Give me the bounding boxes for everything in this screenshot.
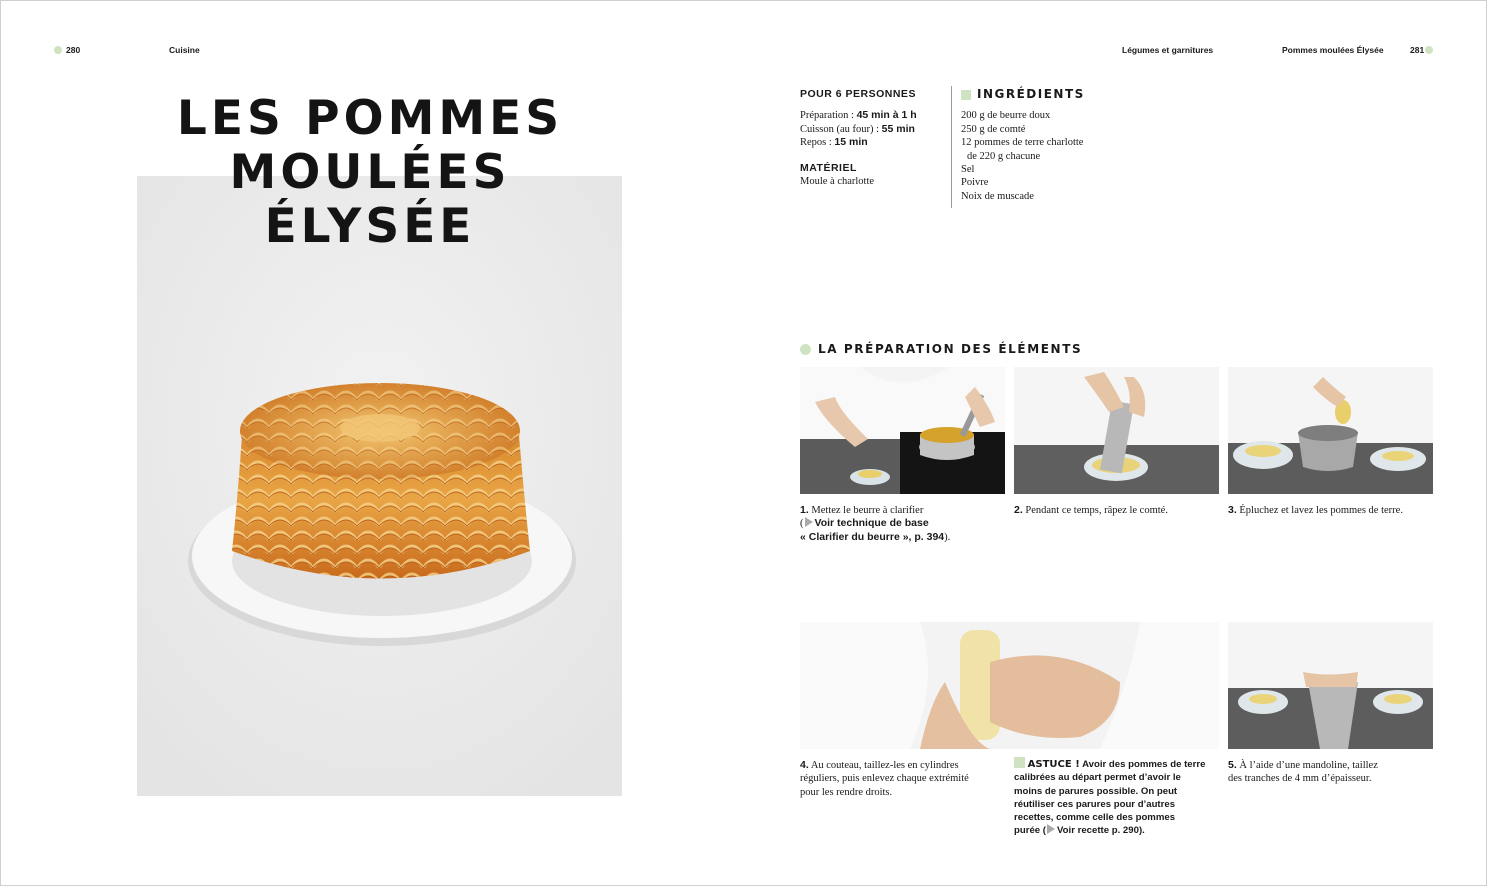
tip-text: réutiliser ces parures pour d’autres	[1014, 798, 1176, 810]
equipment-heading: MATÉRIEL	[800, 161, 857, 174]
cook-label: Cuisson (au four) :	[800, 123, 882, 135]
step-4-photo	[800, 622, 1219, 749]
equipment: Moule à charlotte	[800, 176, 875, 188]
technique-reference-link[interactable]: Voir technique de base	[814, 517, 929, 530]
step-5-photo	[1228, 622, 1433, 749]
prep-value: 45 min à 1 h	[856, 109, 917, 122]
step-2-caption	[1014, 504, 1219, 517]
title-line-1: LES POMMES	[176, 91, 564, 146]
paren: (	[800, 518, 804, 530]
right-running-head-recipe: Pommes moulées Élysée	[1282, 45, 1384, 55]
cook-value: 55 min	[881, 122, 915, 135]
ingredient-item: 200 g de beurre doux	[961, 110, 1051, 122]
ingredient-item: 12 pommes de terre charlotte	[961, 137, 1084, 149]
paren: ).	[944, 531, 951, 543]
step-1-caption	[800, 504, 1005, 544]
prep-time	[800, 109, 917, 122]
right-running-head-section: Légumes et garnitures	[1122, 45, 1214, 55]
step-number: 1.	[800, 504, 809, 516]
rest-label: Repos :	[800, 137, 835, 149]
title-line-2: MOULÉES ÉLYSÉE	[229, 145, 511, 254]
bullet-dot-icon	[800, 344, 811, 355]
page-marker-dot	[54, 46, 62, 54]
step-number: 2.	[1014, 504, 1023, 516]
step-3-caption	[1228, 504, 1438, 517]
ingredient-item: Sel	[961, 164, 975, 176]
tip-text: recettes, comme celle des pommes	[1014, 812, 1176, 824]
ingredients-title: INGRÉDIENTS	[977, 87, 1085, 101]
step-number: 3.	[1228, 504, 1237, 516]
tip-text: purée (	[1014, 825, 1046, 837]
step-5-caption	[1228, 759, 1433, 786]
main-dish-photo	[137, 176, 622, 796]
tip-text: calibrées au départ permet d’avoir le	[1014, 772, 1181, 784]
step-text: réguliers, puis enlevez chaque extrémité	[800, 773, 969, 785]
step-text: Épluchez et lavez les pommes de terre.	[1239, 505, 1403, 516]
ingredients	[961, 88, 1085, 203]
prep-label: Préparation :	[800, 110, 857, 122]
step-text: Mettez le beurre à clarifier	[811, 505, 924, 516]
ingredient-item: de 220 g chacune	[967, 150, 1041, 162]
square-bullet-icon	[961, 90, 971, 100]
step-text: À l’aide d’une mandoline, taillez	[1239, 760, 1378, 771]
arrow-right-icon	[805, 517, 813, 527]
recipe-title	[120, 92, 620, 254]
ingredients-heading	[961, 88, 1085, 101]
technique-reference-link[interactable]: « Clarifier du beurre », p. 394	[800, 530, 945, 543]
step-text: Au couteau, taillez-les en cylindres	[810, 760, 959, 771]
tip-text: ).	[1138, 825, 1145, 837]
square-bullet-icon	[1014, 757, 1025, 768]
right-page-number: 281	[1410, 45, 1425, 55]
left-page-number: 280	[66, 45, 81, 55]
divider	[951, 86, 952, 208]
step-text: pour les rendre droits.	[800, 786, 893, 798]
cook-time	[800, 123, 917, 136]
section-heading	[800, 342, 1082, 356]
step-1-photo	[800, 367, 1005, 494]
arrow-right-icon	[1047, 824, 1055, 834]
rest-value: 15 min	[834, 136, 868, 149]
step-3-photo	[1228, 367, 1433, 494]
step-number: 5.	[1228, 759, 1237, 771]
ingredient-item: Poivre	[961, 177, 989, 189]
page-marker-dot	[1425, 46, 1433, 54]
step-text: Pendant ce temps, râpez le comté.	[1025, 505, 1168, 516]
servings: POUR 6 PERSONNES	[800, 88, 916, 100]
tip-text: moins de parures possible. On peut	[1014, 785, 1178, 797]
step-4-caption	[800, 759, 1005, 799]
step-text: des tranches de 4 mm d’épaisseur.	[1228, 773, 1372, 785]
ingredient-item: Noix de muscade	[961, 190, 1034, 202]
left-running-head: Cuisine	[169, 45, 200, 55]
recipe-reference-link[interactable]: Voir recette p. 290	[1057, 825, 1139, 837]
step-2-photo	[1014, 367, 1219, 494]
recipe-info	[800, 88, 917, 188]
ingredient-item: 250 g de comté	[961, 123, 1026, 135]
rest-time	[800, 136, 917, 149]
tip-box	[1014, 757, 1219, 838]
tip-label: ASTUCE !	[1027, 759, 1080, 770]
tip-text: Avoir des pommes de terre	[1082, 759, 1206, 770]
step-number: 4.	[800, 759, 809, 771]
section-title: LA PRÉPARATION DES ÉLÉMENTS	[818, 342, 1083, 356]
